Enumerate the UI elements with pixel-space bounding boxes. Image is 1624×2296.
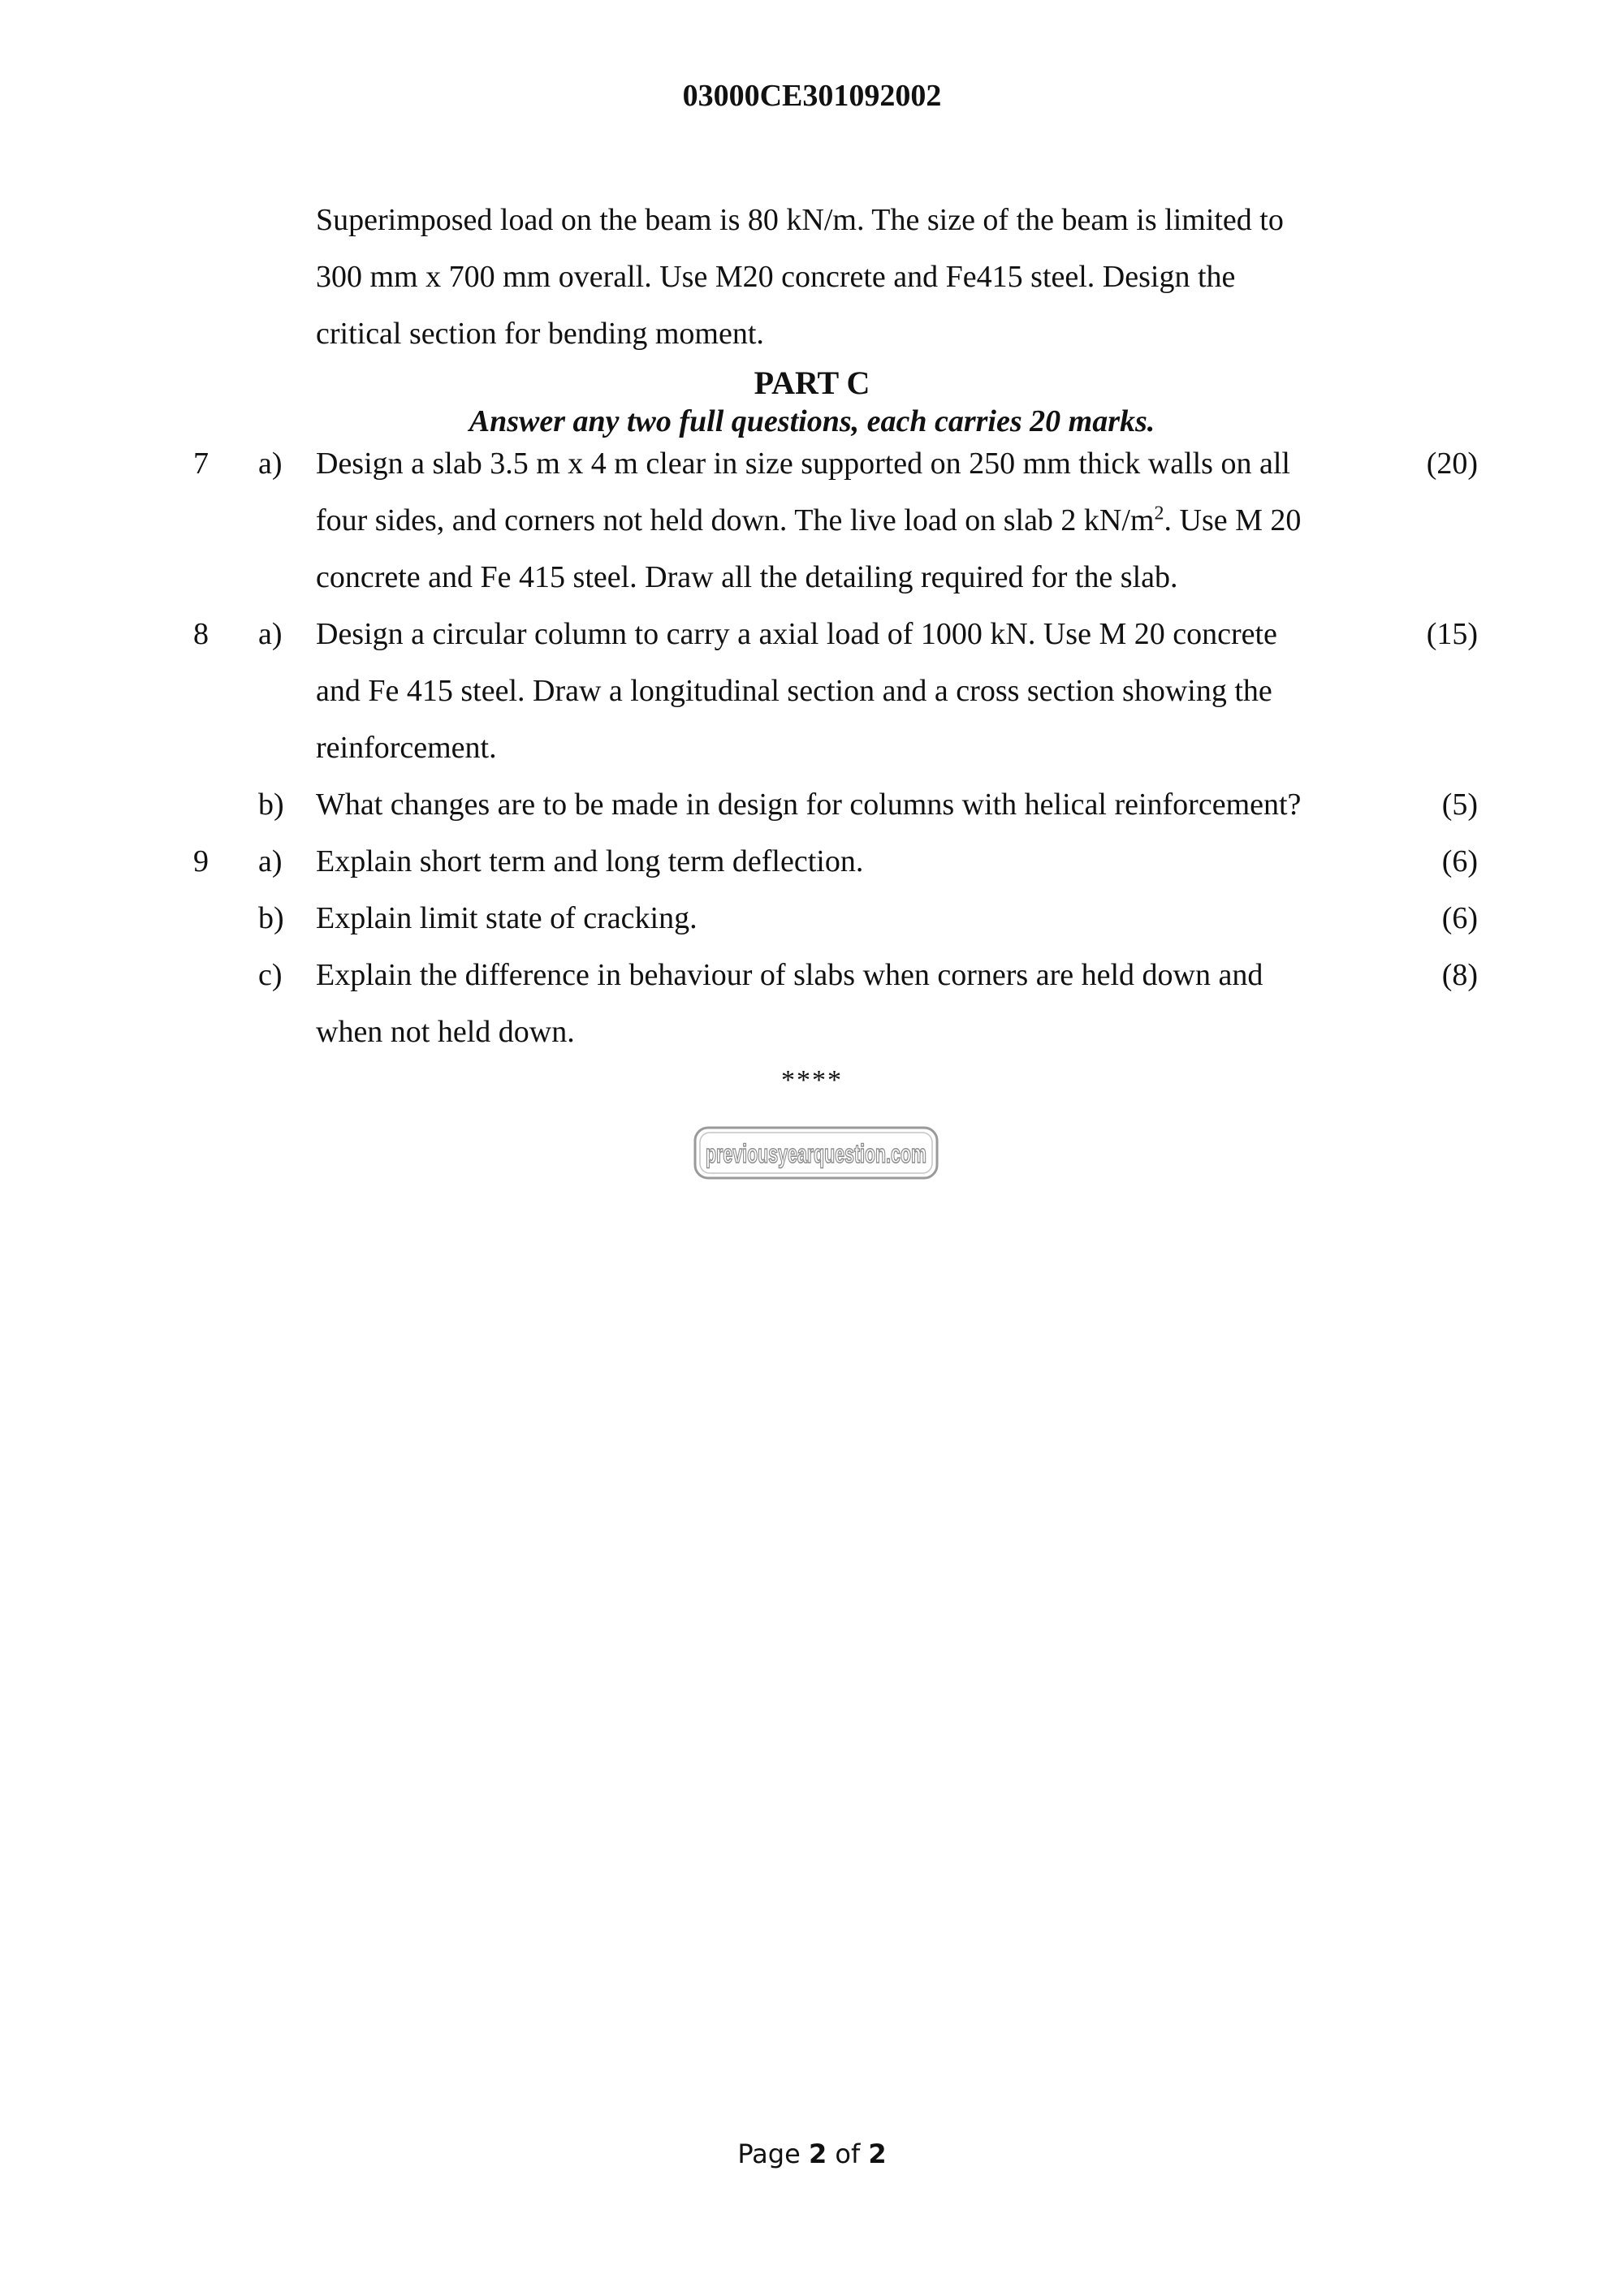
q9-b-text: Explain limit state of cracking. xyxy=(316,901,698,935)
q7-a-line-1: Design a slab 3.5 m x 4 m clear in size supported on 250 mm thick walls on all xyxy=(316,447,1290,481)
end-marker: **** xyxy=(781,1065,843,1095)
q8-b-marks: (5) xyxy=(1441,788,1478,822)
q9-a-label: a) xyxy=(258,844,283,878)
page-footer xyxy=(0,2138,1624,2169)
q9-b-label: b) xyxy=(258,901,284,935)
q9-a-text: Explain short term and long term deflection. xyxy=(316,844,864,878)
continuation-line-3: critical section for bending moment. xyxy=(316,317,764,351)
q7-a-line-2-post: . Use M 20 xyxy=(1164,503,1302,537)
q8-a-line-2: and Fe 415 steel. Draw a longitudinal section and a cross section showing the xyxy=(316,674,1272,708)
q7-a-label: a) xyxy=(258,447,283,481)
footer-prefix: Page xyxy=(737,2138,801,2169)
q8-a-line-1: Design a circular column to carry a axial load of 1000 kN. Use M 20 concrete xyxy=(316,617,1277,651)
watermark-text: previousyearquestion.com xyxy=(706,1139,926,1168)
q7-a-line-3: concrete and Fe 415 steel. Draw all the detailing required for the slab. xyxy=(316,560,1178,594)
q9-a-marks: (6) xyxy=(1441,844,1478,878)
question-number-9: 9 xyxy=(193,844,209,878)
continuation-line-2: 300 mm x 700 mm overall. Use M20 concrete and Fe415 steel. Design the xyxy=(316,260,1236,294)
q8-b-text: What changes are to be made in design for columns with helical reinforcement? xyxy=(316,788,1302,822)
q7-a-line-2 xyxy=(316,492,1381,549)
q8-b-label: b) xyxy=(258,788,284,822)
paper-code: 03000CE301092002 xyxy=(682,79,942,113)
q7-a-line-2-pre: four sides, and corners not held down. The live load on slab 2 kN/m xyxy=(316,503,1155,537)
q8-a-line-3: reinforcement. xyxy=(316,731,497,765)
q9-c-marks: (8) xyxy=(1441,958,1478,992)
q8-a-label: a) xyxy=(258,617,283,651)
q8-a-marks: (15) xyxy=(1426,617,1478,651)
q9-c-line-2: when not held down. xyxy=(316,1015,575,1049)
continuation-line-1: Superimposed load on the beam is 80 kN/m. The size of the beam is limited to xyxy=(316,203,1284,237)
footer-current-page: 2 xyxy=(808,2138,827,2169)
q9-c-label: c) xyxy=(258,958,283,992)
part-c-instruction: Answer any two full questions, each carries 20 marks. xyxy=(469,404,1155,438)
q9-c-line-1: Explain the difference in behaviour of slabs when corners are held down and xyxy=(316,958,1263,992)
footer-of: of xyxy=(835,2138,861,2169)
question-number-8: 8 xyxy=(193,617,209,651)
question-number-7: 7 xyxy=(193,447,209,481)
watermark-logo xyxy=(693,1123,939,1185)
q7-a-marks: (20) xyxy=(1426,447,1478,481)
q7-a-superscript: 2 xyxy=(1154,503,1164,524)
part-c-title: PART C xyxy=(754,365,870,401)
q9-b-marks: (6) xyxy=(1441,901,1478,935)
footer-total-pages: 2 xyxy=(868,2138,887,2169)
